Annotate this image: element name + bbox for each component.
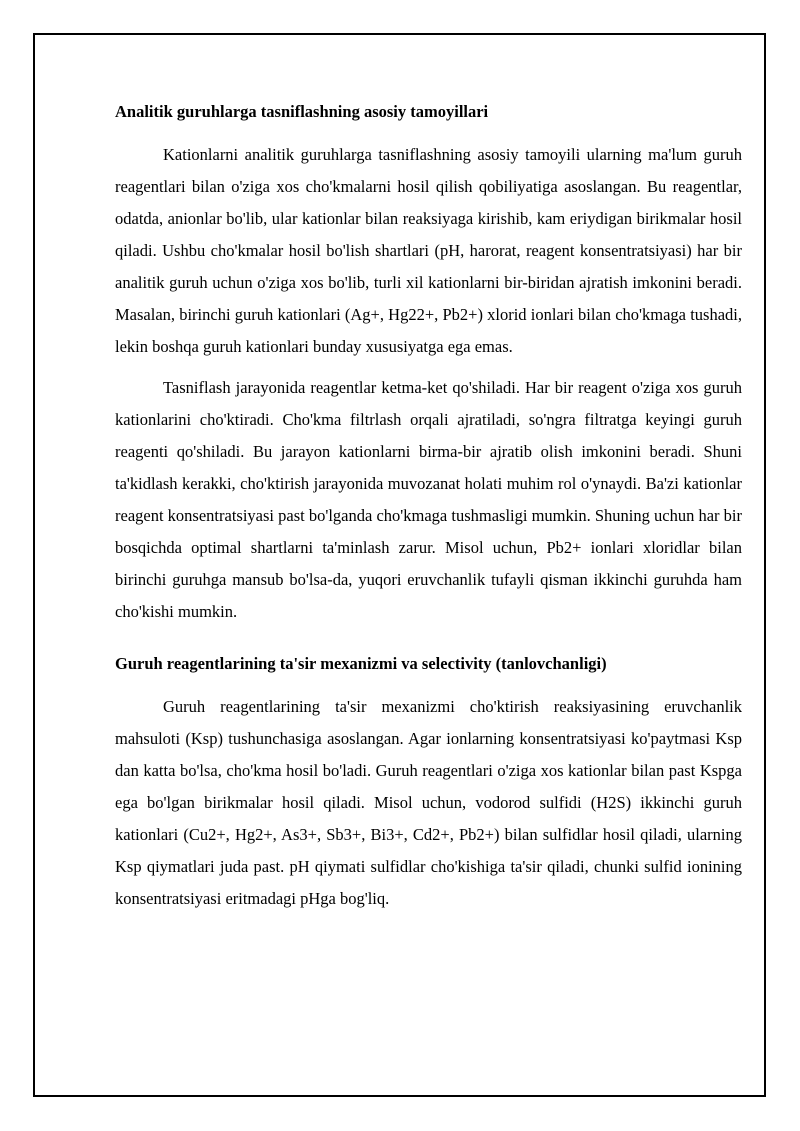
document-body (115, 97, 742, 915)
paragraph-classification-principle: Kationlarni analitik guruhlarga tasniflashning asosiy tamoyili ularning ma'lum guruh reagentlari bilan o'ziga xos cho'kmalarni hosil qilish qobiliyatiga asoslangan. Bu reagentlar, odatda, anionlar bo'lib, ular kationlar bilan reaksiyaga kirishib, kam eriydigan birikmalar hosil qiladi. Ushbu cho'kmalar hosil bo'lish shartlari (pH, harorat, reagent konsentratsiyasi) har bir analitik guruh uchun o'ziga xos bo'lib, turli xil kationlarni bir-biridan ajratish imkonini beradi. Masalan, birinchi guruh kationlari (Ag+, Hg22+, Pb2+) xlorid ionlari bilan cho'kmaga tushadi, lekin boshqa guruh kationlari bunday xususiyatga ega emas. (115, 145, 742, 356)
section-heading-classification-principles: Analitik guruhlarga tasniflashning asosiy tamoyillari (115, 102, 489, 121)
paragraph-reagent-mechanism: Guruh reagentlarining ta'sir mexanizmi cho'ktirish reaksiyasining eruvchanlik mahsuloti (Ksp) tushunchasiga asoslangan. Agar ionlarning konsentratsiyasi ko'paytmasi Ksp dan katta bo'lsa, cho'kma hosil bo'ladi. Guruh reagentlari o'ziga xos kationlar bilan past Kspga ega bo'lgan birikmalar hosil qiladi. Misol uchun, vodorod sulfidi (H2S) ikkinchi guruh kationlari (Cu2+, Hg2+, As3+, Sb3+, Bi3+, Cd2+, Pb2+) bilan sulfidlar hosil qiladi, ularning Ksp qiymatlari juda past. pH qiymati sulfidlar cho'kishiga ta'sir qiladi, chunki sulfid ionining konsentratsiyasi eritmadagi pHga bog'liq. (115, 697, 742, 908)
section-heading-reagent-mechanism: Guruh reagentlarining ta'sir mexanizmi va selectivity (tanlovchanligi) (115, 654, 607, 673)
paragraph-classification-process: Tasniflash jarayonida reagentlar ketma-ket qo'shiladi. Har bir reagent o'ziga xos guruh kationlarini cho'ktiradi. Cho'kma filtrlash orqali ajratiladi, so'ngra filtratga keyingi guruh reagenti qo'shiladi. Bu jarayon kationlarni birma-bir ajratib olish imkonini beradi. Shuni ta'kidlash kerakki, cho'ktirish jarayonida muvozanat holati muhim rol o'ynaydi. Ba'zi kationlar reagent konsentratsiyasi past bo'lganda cho'kmaga tushmasligi mumkin. Shuning uchun har bir bosqichda optimal shartlarni ta'minlash zarur. Misol uchun, Pb2+ ionlari xloridlar bilan birinchi guruhga mansub bo'lsa-da, yuqori eruvchanlik tufayli qisman ikkinchi guruhda ham cho'kishi mumkin. (115, 378, 742, 621)
